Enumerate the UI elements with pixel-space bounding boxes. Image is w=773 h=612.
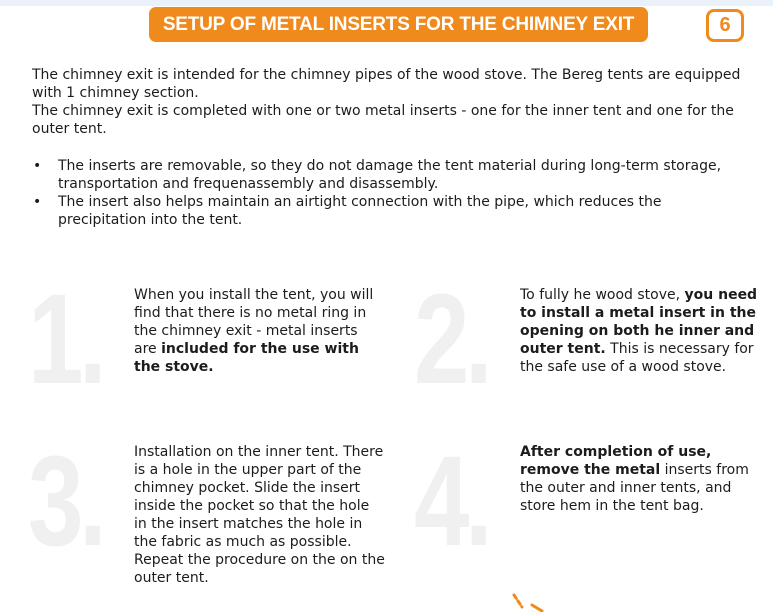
intro-paragraph-1: The chimney exit is intended for the chimney pipes of the wood stove. The Bereg tents are equipped with 1 chimney section. <box>32 67 741 101</box>
step-2-text-bold: you need to install a metal insert in the opening on both he inner and outer tent. <box>520 287 758 357</box>
bullet-item <box>32 193 722 229</box>
step-2-text-regular: To fully he wood stove, <box>520 287 685 303</box>
step-2-text <box>520 286 762 376</box>
bullet-text: The inserts are removable, so they do not damage the tent material during long-term storage, transportation and frequenassembly and disassembly. <box>58 158 722 192</box>
step-1-text-regular: When you install the tent, you will find that there is no metal ring in the chimney exit - metal inserts are <box>134 287 374 357</box>
step-4-text <box>520 443 752 515</box>
bullet-dot-icon: • <box>33 158 42 174</box>
step-number-4: 4. <box>414 430 488 573</box>
bullet-item <box>32 157 722 193</box>
intro-text <box>32 66 752 138</box>
step-2-text-tail: This is necessary for the safe use of a wood stove. <box>520 341 754 375</box>
bullet-dot-icon: • <box>33 194 42 210</box>
step-1-text-bold: included for the use with the stove. <box>134 341 359 375</box>
top-strip <box>0 0 773 6</box>
intro-paragraph-2: The chimney exit is completed with one or two metal inserts - one for the inner tent and one for the outer tent. <box>32 103 734 137</box>
step-4-text-tail: inserts from the outer and inner tents, and store hem in the tent bag. <box>520 462 749 514</box>
page-number-badge: 6 <box>706 9 744 42</box>
step-1-text <box>134 286 384 376</box>
section-title: SETUP OF METAL INSERTS FOR THE CHIMNEY EXIT <box>149 7 648 42</box>
decorative-orange-mark-icon <box>510 593 546 612</box>
step-3-text-regular: Installation on the inner tent. There is a hole in the upper part of the chimney pocket. Slide the insert inside the pocket so that the hole in the insert matches the hole in the fabric as much as possible. Repeat the procedure on the on the outer tent. <box>134 444 385 586</box>
step-3-text <box>134 443 386 587</box>
step-number-1: 1. <box>28 268 102 411</box>
bullet-text: The insert also helps maintain an airtight connection with the pipe, which reduces the precipitation into the tent. <box>58 194 662 228</box>
bullet-list <box>32 157 722 229</box>
step-number-3: 3. <box>28 430 102 573</box>
step-4-text-bold: After completion of use, remove the metal <box>520 444 712 478</box>
step-number-2: 2. <box>414 268 488 411</box>
